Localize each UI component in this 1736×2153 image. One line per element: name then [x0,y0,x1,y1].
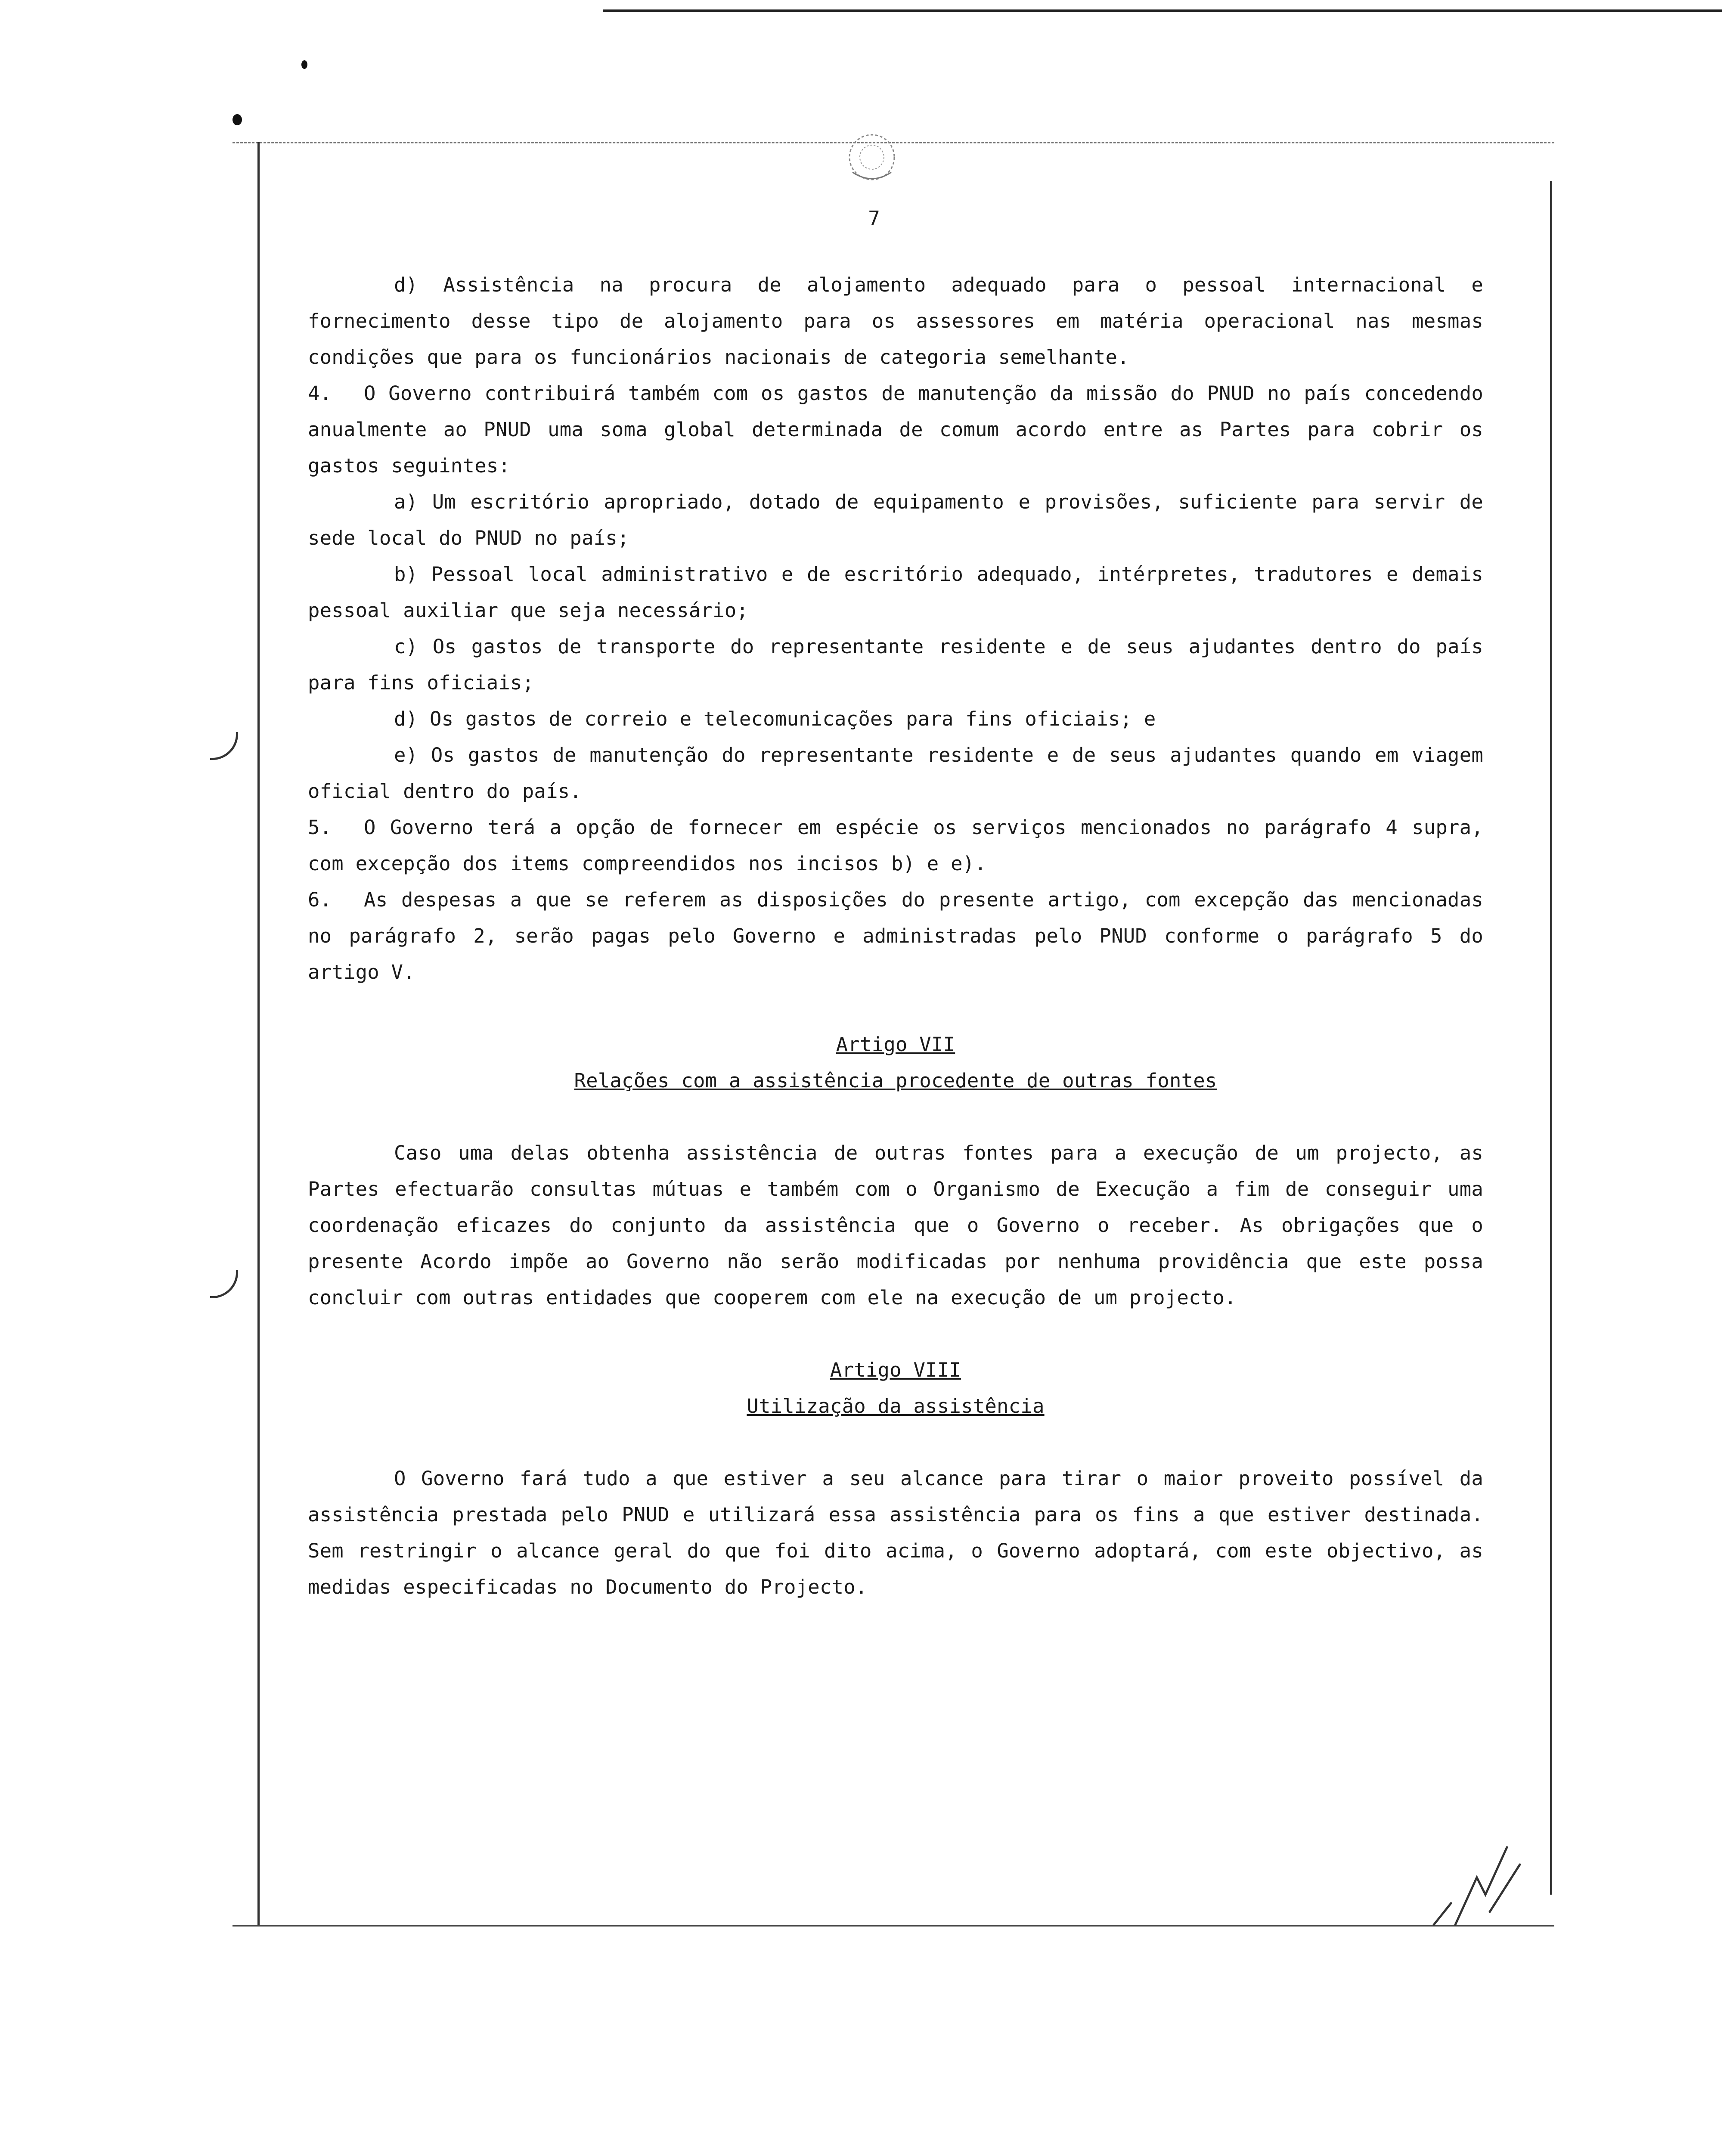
page-frame-right [1550,181,1552,1895]
paragraph-5-text: O Governo terá a opção de fornecer em espécie os serviços mencionados no parágrafo 4 supra, com excepção dos items compreendidos nos incisos b) e e). [308,816,1483,875]
handwritten-initials [1425,1839,1528,1933]
paragraph-5-number: 5. [308,816,332,839]
top-edge-line [603,9,1722,12]
article-8-subheading [308,1388,1483,1424]
article-7-text: Caso uma delas obtenha assistência de outras fontes para a execução de um projecto, as Partes efectuarão consultas mútuas e também com o Organismo de Execução a fim de conseguir uma coordenação eficazes do conjunto da assistência que o Governo o receber. As obrigações que o presente Acordo impõe ao Governo não serão modificadas por nenhuma providência que este possa concluir com outras entidades que cooperem com ele na execução de um projecto. [308,1142,1483,1309]
paragraph-4-number: 4. [308,382,332,405]
item-d-housing: d) Assistência na procura de alojamento adequado para o pessoal internacional e fornecimento desse tipo de alojamento para os assessores em matéria operacional nas mesmas condições que para os funcionários nacionais de categoria semelhante. [308,273,1483,369]
paragraph-5 [308,810,1483,882]
article-8-subtitle: Utilização da assistência [747,1395,1045,1418]
item-b-staff: b) Pessoal local administrativo e de escritório adequado, intérpretes, tradutores e demais pessoal auxiliar que seja necessário; [308,563,1483,622]
punch-hole-mark [232,114,242,125]
article-7-title: Artigo VII [836,1033,955,1056]
paragraph-4 [308,375,1483,484]
paragraph-4-text: O Governo contribuirá também com os gastos de manutenção da missão do PNUD no país concedendo anualmente ao PNUD uma soma global determinada de comum acordo entre as Partes para cobrir os gastos seguintes: [308,382,1483,477]
binding-mark [210,1270,238,1298]
article-7-subtitle: Relações com a assistência procedente de outras fontes [574,1069,1217,1092]
item-c-transport: c) Os gastos de transporte do representante residente e de seus ajudantes dentro do país para fins oficiais; [308,635,1483,694]
paragraph-6-number: 6. [308,888,332,911]
binding-mark [210,732,238,760]
seal-emblem [840,125,904,189]
paragraph-6-text: As despesas a que se referem as disposições do presente artigo, com excepção das mencionadas no parágrafo 2, serão pagas pelo Governo e administradas pelo PNUD conforme o parágrafo 5 do artigo V. [308,888,1483,983]
item-d-mail: d) Os gastos de correio e telecomunicações para fins oficiais; e [394,707,1156,730]
page-frame-left [257,142,260,1925]
article-8-text: O Governo fará tudo a que estiver a seu alcance para tirar o maior proveito possível da assistência prestada pelo PNUD e utilizará essa assistência para os fins a que estiver destinada. Sem restringir o alcance geral do que foi dito acima, o Governo adoptará, com este objectivo, as medidas especificadas no Documento do Projecto. [308,1467,1483,1598]
page-frame-bottom [232,1925,1554,1927]
punch-hole-mark [301,60,307,69]
article-7-heading [308,1027,1483,1063]
item-e-travel: e) Os gastos de manutenção do representante residente e de seus ajudantes quando em viagem oficial dentro do país. [308,744,1483,803]
article-7-subheading [308,1063,1483,1099]
article-8-heading [308,1352,1483,1388]
document-body [308,267,1483,1605]
article-8-title: Artigo VIII [830,1359,961,1381]
item-a-office: a) Um escritório apropriado, dotado de equipamento e provisões, suficiente para servir de sede local do PNUD no país; [308,490,1483,549]
page-number: 7 [868,207,880,230]
paragraph-6 [308,882,1483,990]
